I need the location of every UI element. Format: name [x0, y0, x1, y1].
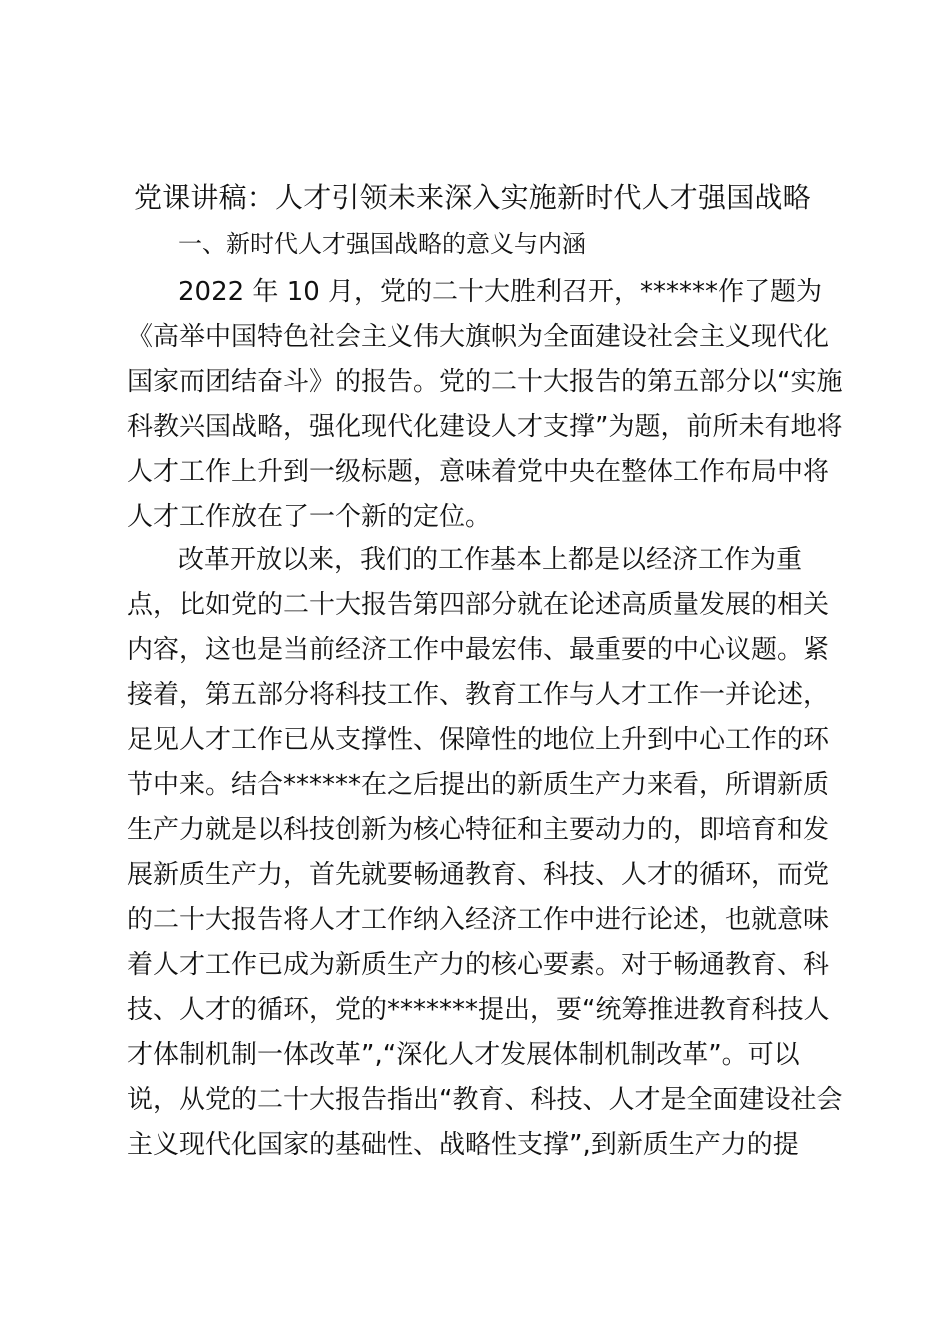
paragraph-2-line: 技、人才的循环，党的*******提出，要“统筹推进教育科技人 [127, 995, 830, 1025]
paragraph-2-line: 内容，这也是当前经济工作中最宏伟、最重要的中心议题。紧 [127, 635, 830, 665]
paragraph-1-line: 《高举中国特色社会主义伟大旗帜为全面建设社会主义现代化 [127, 322, 830, 352]
paragraph-2-line: 的二十大报告将人才工作纳入经济工作中进行论述，也就意味 [127, 905, 830, 935]
paragraph-1-line: 科教兴国战略，强化现代化建设人才支撑”为题，前所未有地将 [127, 412, 843, 442]
paragraph-2-line: 着人才工作已成为新质生产力的核心要素。对于畅通教育、科 [127, 950, 830, 980]
paragraph-1-line: 人才工作放在了一个新的定位。 [127, 502, 492, 532]
paragraph-1-line: 2022 年 10 月，党的二十大胜利召开，******作了题为 [178, 277, 823, 307]
paragraph-2-line: 接着，第五部分将科技工作、教育工作与人才工作一并论述， [127, 680, 830, 710]
paragraph-2-line: 改革开放以来，我们的工作基本上都是以经济工作为重 [178, 545, 803, 575]
paragraph-1-line: 人才工作上升到一级标题，意味着党中央在整体工作布局中将 [127, 457, 830, 487]
paragraph-2-line: 主义现代化国家的基础性、战略性支撑”,到新质生产力的提 [127, 1130, 799, 1160]
paragraph-2-line: 足见人才工作已从支撑性、保障性的地位上升到中心工作的环 [127, 725, 830, 755]
paragraph-1-line: 国家而团结奋斗》的报告。党的二十大报告的第五部分以“实施 [127, 367, 843, 397]
paragraph-2-line: 生产力就是以科技创新为核心特征和主要动力的，即培育和发 [127, 815, 830, 845]
paragraph-2-line: 说，从党的二十大报告指出“教育、科技、人才是全面建设社会 [127, 1085, 843, 1115]
paragraph-2-line: 展新质生产力，首先就要畅通教育、科技、人才的循环，而党 [127, 860, 830, 890]
paragraph-2-line: 节中来。结合******在之后提出的新质生产力来看，所谓新质 [127, 770, 830, 800]
document-title: 党课讲稿：人才引领未来深入实施新时代人才强国战略 [134, 181, 811, 214]
paragraph-2-line: 才体制机制一体改革”,“深化人才发展体制机制改革”。可以 [127, 1040, 800, 1070]
section-heading: 一、新时代人才强国战略的意义与内涵 [178, 230, 586, 258]
paragraph-2-line: 点，比如党的二十大报告第四部分就在论述高质量发展的相关 [127, 590, 830, 620]
